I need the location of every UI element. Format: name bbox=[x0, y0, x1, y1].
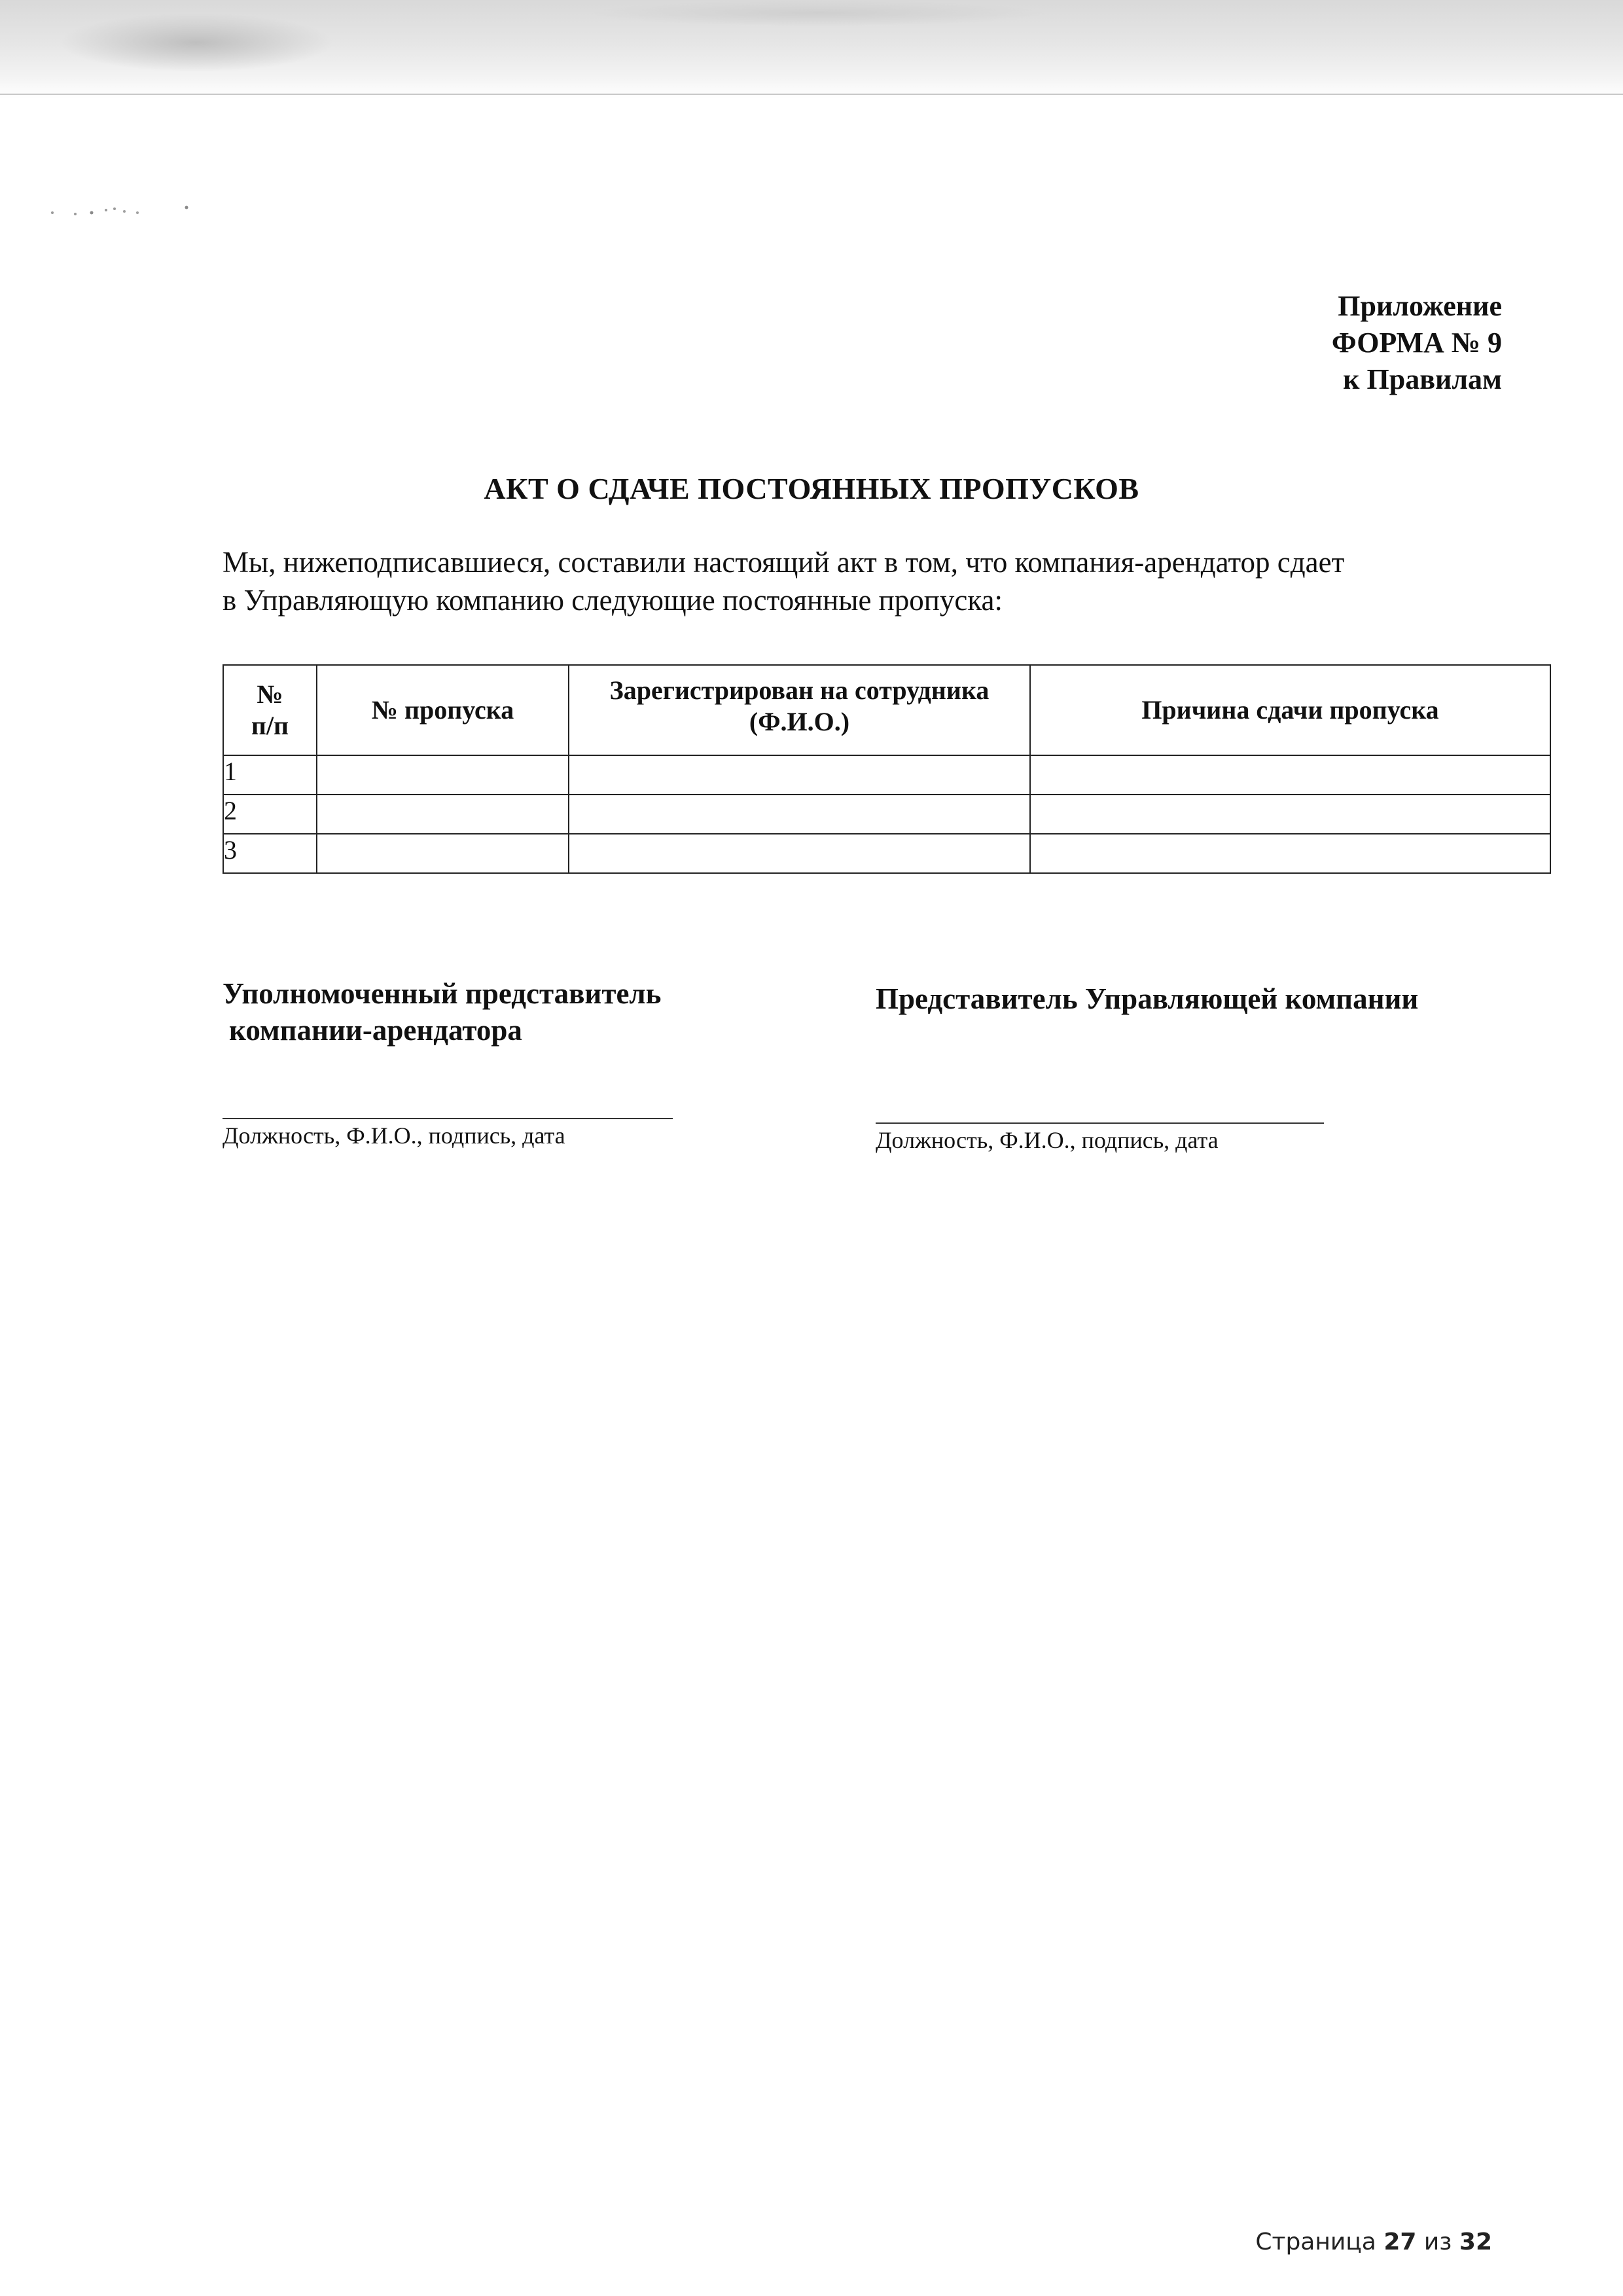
management-signature-block bbox=[876, 980, 1530, 1017]
employee-cell[interactable] bbox=[569, 834, 1030, 873]
header-row-number bbox=[223, 665, 317, 755]
row-number-cell[interactable]: 1 bbox=[223, 755, 317, 795]
of-word: из bbox=[1423, 2229, 1452, 2255]
employee-cell[interactable] bbox=[569, 755, 1030, 795]
pass-number-cell[interactable] bbox=[317, 755, 569, 795]
row-number-cell[interactable]: 3 bbox=[223, 834, 317, 873]
reason-cell[interactable] bbox=[1030, 834, 1550, 873]
tenant-signature-block bbox=[223, 975, 812, 1049]
scan-edge bbox=[0, 94, 1623, 95]
employee-cell[interactable] bbox=[569, 795, 1030, 834]
header-reason: Причина сдачи пропуска bbox=[1030, 665, 1550, 755]
header-employee-line-2: (Ф.И.О.) bbox=[749, 707, 850, 736]
page-word: Страница bbox=[1255, 2229, 1376, 2255]
reason-cell[interactable] bbox=[1030, 795, 1550, 834]
management-signature-caption: Должность, Ф.И.О., подпись, дата bbox=[876, 1127, 1219, 1153]
header-employee-line-1: Зарегистрирован на сотрудника bbox=[609, 675, 990, 705]
rules-reference: к Правилам bbox=[1343, 363, 1502, 395]
scan-noise-marks bbox=[46, 200, 203, 219]
total-pages: 32 bbox=[1459, 2229, 1492, 2255]
table-row bbox=[223, 755, 1550, 795]
header-number-sign: № bbox=[257, 679, 283, 709]
page-number-footer bbox=[1255, 2229, 1492, 2255]
form-number: ФОРМА № 9 bbox=[1331, 327, 1502, 359]
appendix-reference bbox=[1332, 288, 1502, 398]
intro-line-2: в Управляющую компанию следующие постоянные пропуска: bbox=[223, 584, 1003, 617]
intro-line-1: Мы, нижеподписавшиеся, составили настоящий акт в том, что компания-арендатор сдает bbox=[223, 546, 1345, 579]
tenant-title-line-2: компании-арендатора bbox=[229, 1014, 522, 1047]
tenant-signature-caption: Должность, Ф.И.О., подпись, дата bbox=[223, 1122, 565, 1149]
document-title: АКТ О СДАЧЕ ПОСТОЯННЫХ ПРОПУСКОВ bbox=[484, 472, 1139, 505]
header-pass-number: № пропуска bbox=[317, 665, 569, 755]
appendix-label: Приложение bbox=[1338, 290, 1502, 322]
intro-paragraph bbox=[223, 543, 1505, 619]
table-row bbox=[223, 834, 1550, 873]
table-row bbox=[223, 795, 1550, 834]
row-number-cell[interactable]: 2 bbox=[223, 795, 317, 834]
table-header-row bbox=[223, 665, 1550, 755]
management-signature-line[interactable] bbox=[876, 1122, 1324, 1124]
current-page: 27 bbox=[1383, 2229, 1417, 2255]
passes-table bbox=[223, 664, 1551, 874]
header-number-abbr: п/п bbox=[251, 711, 289, 740]
management-representative-title: Представитель Управляющей компании bbox=[876, 982, 1419, 1015]
reason-cell[interactable] bbox=[1030, 755, 1550, 795]
tenant-title-line-1: Уполномоченный представитель bbox=[223, 977, 662, 1010]
tenant-signature-line[interactable] bbox=[223, 1118, 673, 1119]
pass-number-cell[interactable] bbox=[317, 795, 569, 834]
tenant-representative-title bbox=[223, 975, 812, 1049]
scan-shadow bbox=[0, 0, 1623, 98]
pass-number-cell[interactable] bbox=[317, 834, 569, 873]
header-employee bbox=[569, 665, 1030, 755]
